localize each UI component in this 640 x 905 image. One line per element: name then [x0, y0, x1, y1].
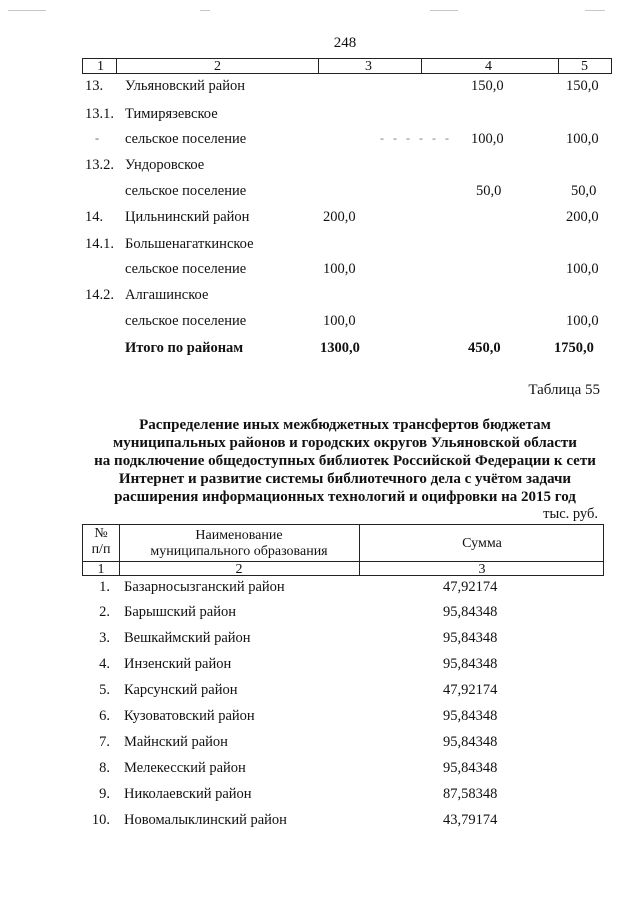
row-col4: 100,0 [471, 131, 504, 147]
scan-artifact [585, 10, 605, 11]
table-row [0, 106, 640, 126]
total-col5: 1750,0 [554, 340, 594, 356]
table-title-line: муниципальных районов и городских округов Ульяновской области [113, 435, 577, 451]
row-col5: 100,0 [566, 131, 599, 147]
total-label: Итого по районам [125, 340, 244, 356]
row-number: 8. [99, 760, 110, 776]
row-value: 87,58348 [443, 786, 498, 802]
row-name: Кузоватовский район [124, 708, 255, 724]
total-col3: 1300,0 [320, 340, 360, 356]
row-col5: 150,0 [566, 78, 599, 94]
row-name: Большенагаткинское [125, 236, 254, 252]
row-name: Барышский район [124, 604, 236, 620]
row-col5: 100,0 [566, 313, 599, 329]
table-row [0, 287, 640, 307]
row-number: 14.1. [85, 236, 114, 252]
row-col5: 100,0 [566, 261, 599, 277]
column-divider [318, 59, 319, 73]
table55-header [82, 524, 604, 576]
table-title-line: расширения информационных технологий и оцифровки на 2015 год [114, 489, 576, 505]
row-number: 4. [99, 656, 110, 672]
column-divider [116, 59, 117, 73]
table-row [0, 579, 640, 599]
units-label: тыс. руб. [543, 506, 598, 522]
row-col3: 100,0 [323, 261, 356, 277]
table-caption: Таблица 55 [528, 382, 600, 398]
table-row [0, 313, 640, 333]
row-col4: 150,0 [471, 78, 504, 94]
header-name-line2: муниципального образования [150, 544, 328, 559]
row-name: Майнский район [124, 734, 228, 750]
header-col-2: 2 [214, 59, 221, 74]
table-row [0, 682, 640, 702]
row-name: Мелекесский район [124, 760, 246, 776]
table-row [0, 734, 640, 754]
row-number: 14.2. [85, 287, 114, 303]
row-number: 13.1. [85, 106, 114, 122]
row-number: 9. [99, 786, 110, 802]
table-title-line: Интернет и развитие системы библиотечного дела с учётом задачи [118, 471, 572, 487]
row-col5: 200,0 [566, 209, 599, 225]
table-row [0, 708, 640, 728]
row-name: Базарносызганский район [124, 579, 285, 595]
row-number: 13.2. [85, 157, 114, 173]
table-title-line: на подключение общедоступных библиотек Российской Федерации к сети [94, 453, 596, 469]
row-number: 5. [99, 682, 110, 698]
top-table-header [82, 58, 612, 74]
row-name: Алгашинское [125, 287, 209, 303]
row-value: 47,92174 [443, 682, 498, 698]
row-col4: 50,0 [476, 183, 502, 199]
total-row [0, 340, 640, 360]
scan-mark: - [95, 131, 99, 145]
row-number: 7. [99, 734, 110, 750]
row-col5: 50,0 [571, 183, 597, 199]
row-value: 95,84348 [443, 708, 498, 724]
header-num-line2: п/п [91, 542, 111, 557]
scan-artifact [200, 10, 210, 11]
header-col-3: 3 [365, 59, 372, 74]
row-name: Вешкаймский район [124, 630, 251, 646]
row-value: 95,84348 [443, 734, 498, 750]
table-row [0, 630, 640, 650]
row-name: Новомалыклинский район [124, 812, 287, 828]
table-row [0, 157, 640, 177]
row-name: сельское поселение [125, 261, 247, 277]
table-row [0, 209, 640, 229]
scan-artifact [8, 10, 46, 11]
table-row [0, 131, 640, 151]
scan-artifact [430, 10, 458, 11]
header-col-1: 1 [97, 562, 105, 577]
header-name-line1: Наименование [195, 528, 283, 543]
row-name: Ундоровское [125, 157, 205, 173]
row-col3: 200,0 [323, 209, 356, 225]
header-col-3: 3 [478, 562, 486, 577]
table-row [0, 812, 640, 832]
header-num-line1: № [94, 526, 108, 541]
table-row [0, 236, 640, 256]
page-number: 248 [333, 35, 357, 51]
header-sum: Сумма [462, 536, 502, 551]
table-row [0, 261, 640, 281]
table-row [0, 604, 640, 624]
row-value: 95,84348 [443, 604, 498, 620]
row-value: 47,92174 [443, 579, 498, 595]
column-divider [558, 59, 559, 73]
scan-mark: - - - - - - [380, 131, 452, 145]
column-divider [421, 59, 422, 73]
row-name: сельское поселение [125, 313, 247, 329]
row-name: сельское поселение [125, 131, 247, 147]
row-number: 1. [99, 579, 110, 595]
row-number: 10. [91, 812, 110, 828]
row-name: Тимирязевское [125, 106, 218, 122]
header-col-2: 2 [235, 562, 243, 577]
table-row [0, 183, 640, 203]
row-number: 14. [85, 209, 104, 225]
row-name: Цильнинский район [125, 209, 250, 225]
header-col-5: 5 [581, 59, 588, 74]
row-value: 43,79174 [443, 812, 498, 828]
row-name: Ульяновский район [125, 78, 246, 94]
row-number: 2. [99, 604, 110, 620]
row-value: 95,84348 [443, 656, 498, 672]
row-col3: 100,0 [323, 313, 356, 329]
row-name: Николаевский район [124, 786, 252, 802]
row-value: 95,84348 [443, 760, 498, 776]
table-row [0, 786, 640, 806]
table-row [0, 78, 640, 98]
row-value: 95,84348 [443, 630, 498, 646]
row-name: сельское поселение [125, 183, 247, 199]
table-row [0, 760, 640, 780]
total-col4: 450,0 [468, 340, 501, 356]
header-col-1: 1 [97, 59, 104, 74]
row-number: 13. [85, 78, 104, 94]
row-number: 3. [99, 630, 110, 646]
header-col-4: 4 [485, 59, 492, 74]
row-name: Карсунский район [124, 682, 238, 698]
row-number: 6. [99, 708, 110, 724]
table-row [0, 656, 640, 676]
table-title-line: Распределение иных межбюджетных трансфертов бюджетам [139, 417, 551, 433]
row-name: Инзенский район [124, 656, 232, 672]
